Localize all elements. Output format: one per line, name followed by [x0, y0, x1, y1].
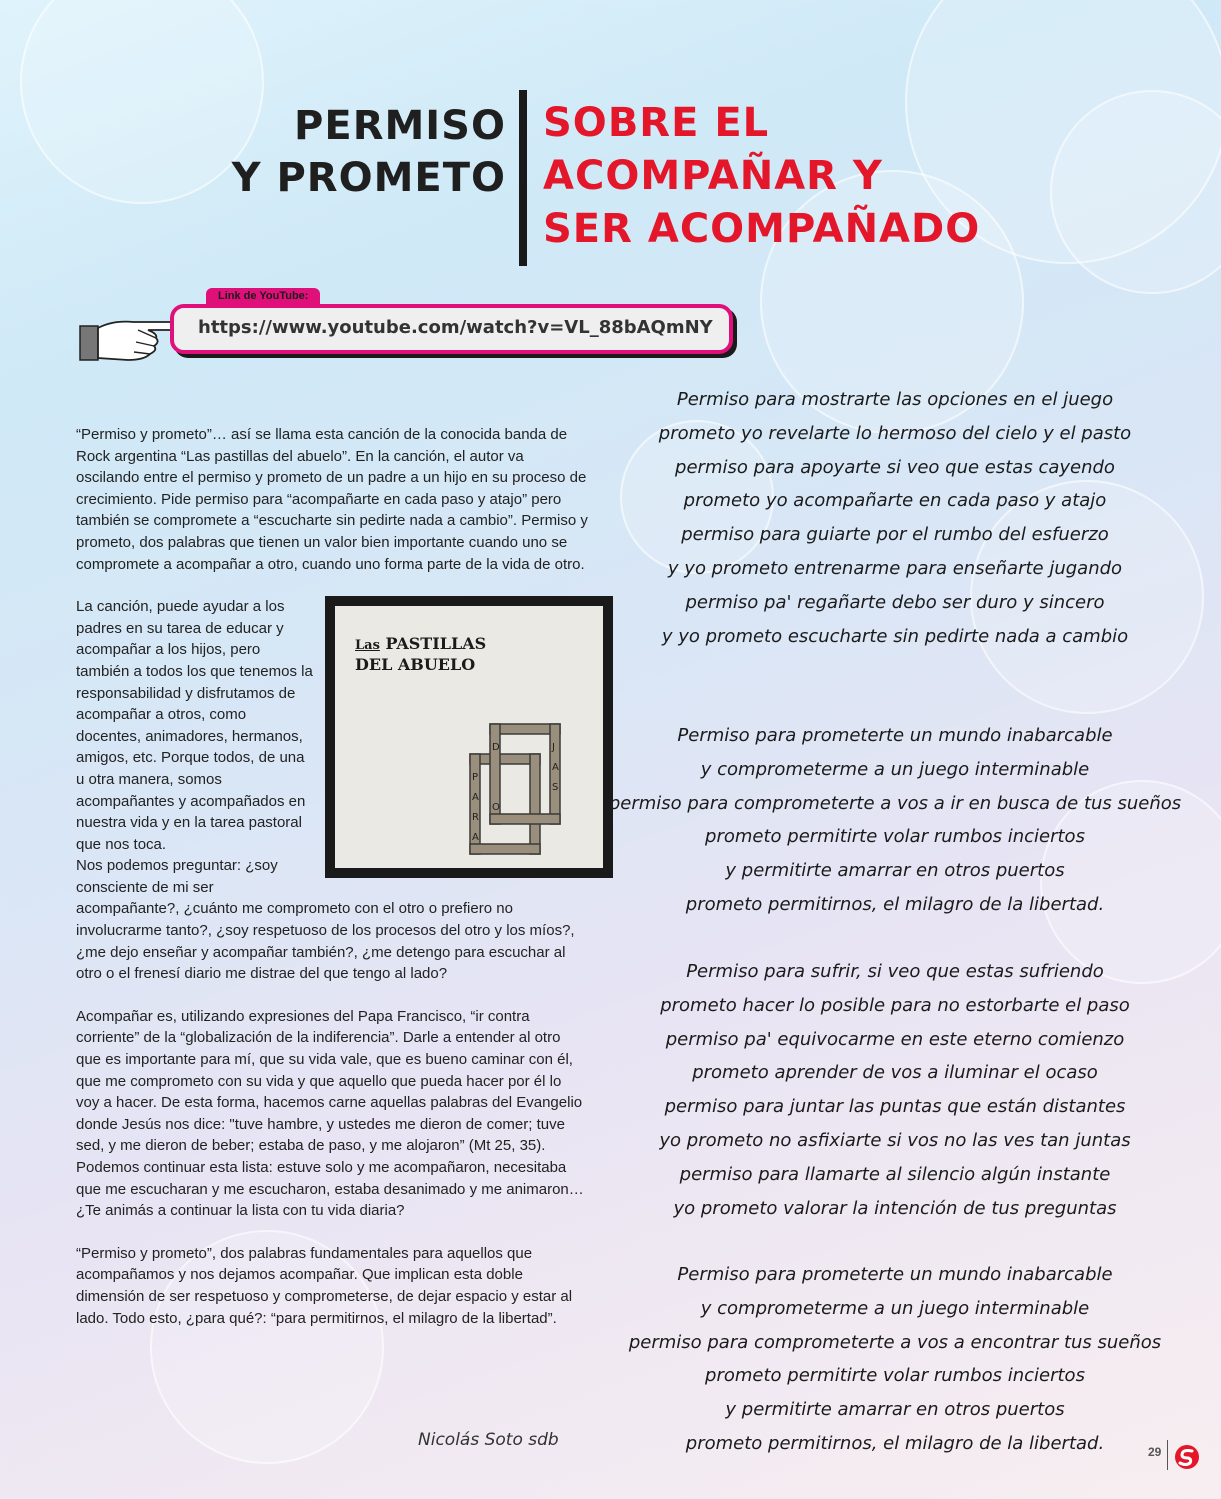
lyrics-line: yo prometo no asfixiarte si vos no las ves tan juntas — [659, 1129, 1131, 1151]
lyrics-line: y yo prometo entrenarme para enseñarte jugando — [667, 557, 1123, 579]
lyrics-line: y comprometerme a un juego interminable — [700, 758, 1090, 780]
lyrics-line: Permiso para prometerte un mundo inabarcable — [677, 725, 1113, 746]
title-divider — [519, 90, 527, 266]
lyrics-stanza — [600, 719, 1190, 922]
lyrics-line: prometo hacer lo posible para no estorbarte el paso — [660, 994, 1130, 1016]
lyrics-stanza — [600, 383, 1190, 653]
lyrics-line: Permiso para sufrir, si veo que estas sufriendo — [686, 961, 1104, 982]
title-right-line: SOBRE EL — [543, 100, 770, 146]
lyrics-line: prometo yo revelarte lo hermoso del cielo y el pasto — [658, 422, 1132, 444]
lyrics-line: prometo permitirte volar rumbos inciertos — [705, 1365, 1085, 1387]
lyrics-line: yo prometo valorar la intención de tus preguntas — [673, 1197, 1117, 1219]
album-title-prefix: Las — [355, 638, 380, 654]
album-cover — [325, 596, 613, 878]
article-body — [76, 424, 588, 1350]
cube-letter: A — [472, 792, 479, 804]
lyrics-line: prometo aprender de vos a iluminar el ocaso — [692, 1062, 1098, 1084]
lyrics-line: prometo permitirnos, el milagro de la libertad. — [685, 1432, 1105, 1454]
album-title — [355, 634, 486, 674]
lyrics-line: y comprometerme a un juego interminable — [700, 1297, 1090, 1319]
article-paragraph: “Permiso y prometo”… así se llama esta canción de la conocida banda de Rock argentina “Las pastillas del abuelo”. En la canción, el autor va oscilando entre el permiso y prometo de un padre a un hijo en su proceso de crecimiento. Pide permiso para “acompañarte en cada paso y atajo” pero también se compromete a “escucharte sin pedirte nada a cambio”. Permiso y prometo, dos palabras que tienen un valor bien importante cuando uno se compromete a acompañar a otro, cuando uno forma parte de la vida de otro. — [76, 426, 588, 573]
cube-letter: D — [492, 742, 500, 754]
lyrics-line: Permiso para prometerte un mundo inabarcable — [677, 1264, 1113, 1285]
youtube-label: Link de YouTube: — [206, 288, 320, 305]
title-right — [543, 97, 980, 256]
title-left — [232, 100, 506, 204]
article-paragraph-text: Nos podemos preguntar: ¿soy consciente de mi ser acompañante?, ¿cuánto me comprometo con el otro o prefiero no involucrarme tanto?, ¿soy respetuoso de los procesos del otro y los míos?, ¿me dejo enseñar y acompañar también?, ¿me detengo para escuchar al otro o el frenesí diario me distrae del que tengo al lado? — [76, 857, 575, 983]
title-right-line: SER ACOMPAÑADO — [543, 206, 981, 252]
article-paragraph: “Permiso y prometo”, dos palabras fundamentales para aquellos que acompañamos y nos dejamos acompañar. Que implican esta doble dimensión de ser respetuoso y comprometerse, de dejar espacio y estar al lado. Todo esto, ¿para qué?: “para permitirnos, el milagro de la libertad”. — [76, 1244, 573, 1327]
album-title-line1: PASTILLAS — [385, 634, 487, 654]
lyrics-line: prometo permitirte volar rumbos inciertos — [705, 826, 1085, 848]
article-paragraph: Acompañar es, utilizando expresiones del Papa Francisco, “ir contra corriente” de la “globalización de la indiferencia”. Darle a entender al otro que es importante para mí, que su vida vale, que es bueno caminar con él, que me comprometo con su vida y que aquello que pueda hacer por él lo voy a hacer. De esta forma, hacemos carne aquellas palabras del Evangelio donde Jesús nos dice: "tuve hambre, y ustedes me dieron de comer; tuve sed, y me dieron de beber; estaba de paso, y me alojaron” (Mt 25, 35). Podemos continuar esta lista: estuve solo y me acompañaron, necesitaba que me escucharan y me escucharon, estaba desanimado y me animaron… ¿Te animás a continuar la lista con tu vida diaria? — [76, 1007, 584, 1220]
lyrics-stanza — [600, 955, 1190, 1225]
lyrics-line: permiso para apoyarte si veo que estas cayendo — [675, 456, 1115, 478]
lyrics-line: prometo yo acompañarte en cada paso y atajo — [683, 490, 1107, 512]
lyrics-line: permiso para comprometerte a vos a encontrar tus sueños — [628, 1331, 1162, 1353]
cube-letter: P — [472, 772, 479, 784]
lyrics-line: permiso para guiarte por el rumbo del esfuerzo — [681, 524, 1109, 546]
lyrics-line: permiso pa' equivocarme en este eterno comienzo — [665, 1028, 1125, 1050]
author-signature: Nicolás Soto sdb — [418, 1430, 559, 1450]
page-number-divider — [1167, 1440, 1168, 1470]
title-right-line: ACOMPAÑAR Y — [543, 153, 883, 199]
lyrics-line: permiso para llamarte al silencio algún instante — [679, 1163, 1111, 1185]
lyrics-line: y permitirte amarrar en otros puertos — [725, 860, 1065, 882]
lyrics-line: y yo prometo escucharte sin pedirte nada a cambio — [661, 625, 1129, 647]
page-number: 29 — [1148, 1445, 1162, 1459]
cube-letter: A — [472, 832, 479, 844]
lyrics-line: prometo permitirnos, el milagro de la libertad. — [685, 893, 1105, 915]
lyrics-line: Permiso para mostrarte las opciones en el juego — [676, 389, 1114, 410]
cube-letter: A — [552, 762, 559, 774]
album-cube-image — [460, 714, 570, 864]
cube-letter: S — [552, 782, 559, 794]
lyrics-line: permiso para juntar las puntas que están distantes — [664, 1096, 1126, 1118]
title-left-line: PERMISO — [294, 103, 506, 149]
bokeh-circle — [20, 0, 264, 204]
lyrics-line: permiso para comprometerte a vos a ir en busca de tus sueños — [608, 792, 1182, 814]
lyrics-stanza — [600, 1258, 1190, 1461]
lyrics-line: y permitirte amarrar en otros puertos — [725, 1399, 1065, 1421]
youtube-link-box[interactable] — [170, 304, 733, 354]
lyrics-line: permiso pa' regañarte debo ser duro y sincero — [685, 591, 1105, 613]
magazine-logo-icon — [1174, 1444, 1200, 1470]
article-paragraph-text: La canción, puede ayudar a los padres en su tarea de educar y acompañar a los hijos, pero también a todos los que tenemos la responsabilidad y disfrutamos de acompañar a otros, como docentes, animadores, hermanos, amigos, etc. Porque todos, de una u otra manera, somos acompañantes y acompañados en nuestra vida y en la tarea pastoral que nos toca. — [76, 598, 313, 853]
cube-letter: R — [472, 812, 479, 824]
album-title-line2: DEL ABUELO — [355, 655, 476, 675]
article-paragraph — [76, 596, 588, 985]
cube-letter: O — [492, 802, 500, 814]
title-left-line: Y PROMETO — [231, 155, 506, 201]
youtube-link[interactable]: https://www.youtube.com/watch?v=VL_88bAQmNY — [198, 317, 713, 338]
cube-letter: J — [552, 742, 555, 754]
